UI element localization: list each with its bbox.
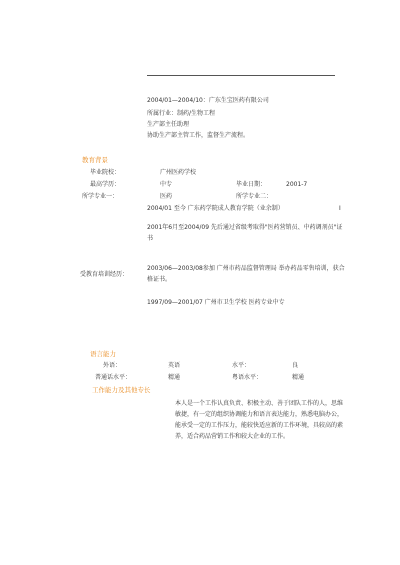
self-study: 2004/01 至今 广东药学院成人教育学院（业余制） [147, 205, 284, 212]
experience-period: 2004/01—2004/10：广东生宝医药有限公司 [147, 97, 269, 104]
level-value: 良 [292, 362, 299, 369]
training-2: 1997/09—2001/07 广州市卫生学校 医药专业中专 [147, 299, 285, 306]
mandarin-value: 精通 [168, 374, 181, 381]
experience-department: 生产部主任助理 [147, 121, 190, 128]
cantonese-value: 精通 [292, 374, 305, 381]
language-heading: 语言能力 [90, 350, 116, 358]
certificate-text: 2001年6月至2004/09 先后通过省级考取得"医药营销员、中药调剂员"证书 [147, 224, 343, 242]
degree-value: 中专 [160, 181, 173, 188]
top-divider [147, 75, 335, 76]
school-label: 毕业院校： [90, 169, 121, 176]
degree-label: 最高学历： [90, 181, 121, 188]
grad-date-label: 毕业日期： [236, 181, 267, 188]
grad-date-value: 2001-7 [286, 181, 308, 188]
training-label: 受教育培训经历： [80, 271, 129, 278]
major1-value: 医药 [160, 193, 173, 200]
experience-industry: 所属行业：制药/生物工程 [147, 110, 216, 117]
training-1: 2003/06—2003/08参加 广州市药品监督管理局 举办药品零售培训，获合格证书。 [147, 265, 345, 283]
foreign-value: 英语 [168, 362, 181, 369]
level-label: 水平： [232, 362, 251, 369]
skills-text: 本人是一个工作认真负责、积极主动、善于团队工作的人，思维敏捷，有一定的组织协调能力和语言表达能力，熟悉电脑办公，能承受一定的工作压力，能较快适应新的工作环境，具较高的素养，适合药品营销工作和较大企业的工作。 [175, 400, 344, 440]
self-study-mark: I [339, 205, 341, 212]
cantonese-label: 粤语水平： [232, 374, 263, 381]
major1-label: 所学专业一： [82, 193, 119, 200]
mandarin-label: 普通话水平： [95, 374, 132, 381]
foreign-label: 外语： [103, 362, 122, 369]
school-value: 广州医药学校 [160, 169, 197, 176]
experience-duty: 协助生产部主管工作，监督生产流程。 [147, 132, 250, 139]
major2-label: 所学专业二： [236, 193, 273, 200]
skills-heading: 工作能力及其他专长 [92, 386, 151, 394]
education-heading: 教育背景 [82, 156, 108, 164]
